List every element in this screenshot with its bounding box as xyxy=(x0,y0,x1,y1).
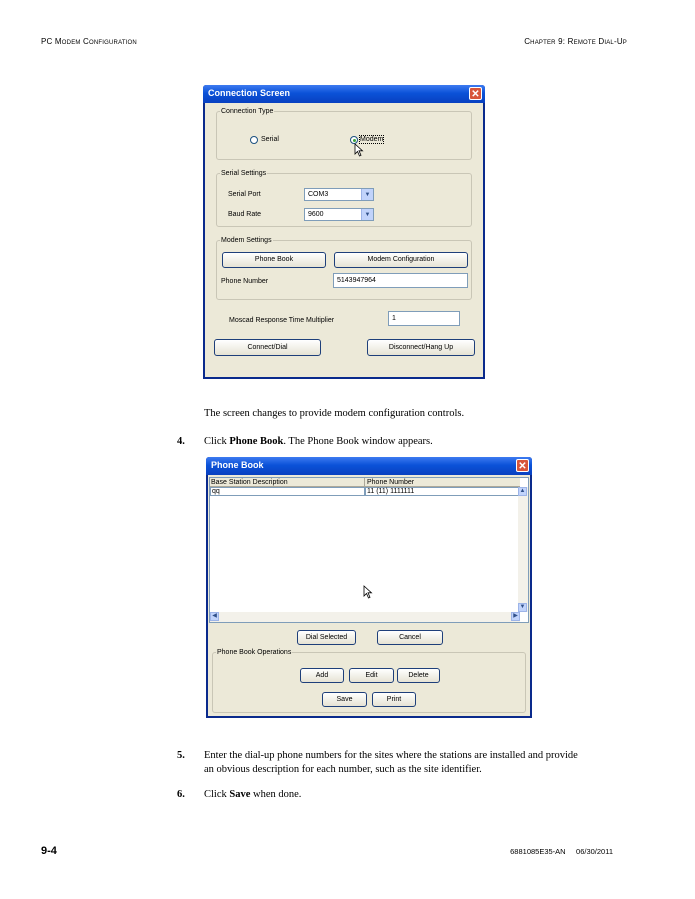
header-right: Chapter 9: Remote Dial-Up xyxy=(524,37,627,46)
phone-book-operations-legend: Phone Book Operations xyxy=(217,649,292,656)
phone-book-title: Phone Book xyxy=(211,460,264,470)
table-row[interactable] xyxy=(210,487,520,496)
serial-port-value: COM3 xyxy=(308,191,329,198)
column-header[interactable]: Phone Number xyxy=(365,478,520,487)
phone-book-client xyxy=(208,475,530,716)
connection-type-group xyxy=(216,108,472,160)
baud-rate-value: 9600 xyxy=(308,211,324,218)
chevron-down-icon[interactable]: ▼ xyxy=(519,604,526,610)
phone-book-table[interactable] xyxy=(209,477,529,623)
phone-book-titlebar xyxy=(206,457,532,475)
add-button[interactable]: Add xyxy=(300,668,344,683)
mouse-cursor-icon xyxy=(363,585,373,599)
phone-number-input[interactable] xyxy=(333,273,468,288)
chevron-down-icon[interactable]: ▼ xyxy=(361,189,373,200)
connection-type-legend: Connection Type xyxy=(221,108,274,115)
baud-rate-label: Baud Rate xyxy=(228,211,262,218)
chevron-left-icon[interactable]: ◀ xyxy=(210,612,219,621)
serial-radio[interactable] xyxy=(250,136,258,144)
step-4-prefix: Click xyxy=(204,436,230,447)
step-6-bold: Save xyxy=(229,789,251,800)
save-button[interactable]: Save xyxy=(322,692,367,707)
step-6-text xyxy=(204,789,301,800)
body-text-1: The screen changes to provide modem configuration controls. xyxy=(204,408,465,419)
phone-book-window xyxy=(206,457,532,718)
edit-button[interactable]: Edit xyxy=(349,668,394,683)
serial-settings-legend: Serial Settings xyxy=(221,170,267,177)
serial-radio-label: Serial xyxy=(261,136,279,143)
step-6-number: 6. xyxy=(177,789,185,800)
header-left: PC Modem Configuration xyxy=(41,37,137,46)
modem-configuration-button[interactable]: Modem Configuration xyxy=(334,252,468,268)
vertical-scrollbar[interactable] xyxy=(518,487,528,612)
step-6-suffix: when done. xyxy=(250,789,302,800)
table-cell[interactable]: 11 (11) 1111111 xyxy=(365,487,520,496)
footer-page-number: 9-4 xyxy=(41,845,57,857)
modem-settings-legend: Modem Settings xyxy=(221,237,272,244)
connection-screen-window xyxy=(203,85,485,379)
chevron-right-icon[interactable]: ▶ xyxy=(511,612,520,621)
chevron-down-icon[interactable]: ▼ xyxy=(361,209,373,220)
connect-dial-button[interactable]: Connect/Dial xyxy=(214,339,321,356)
baud-rate-select[interactable] xyxy=(304,208,374,221)
modem-radio-label: Modem xyxy=(360,136,384,143)
step-5-number: 5. xyxy=(177,750,185,761)
step-5-line-2: an obvious description for each number, such as the site identifier. xyxy=(204,764,482,775)
serial-port-label: Serial Port xyxy=(228,191,261,198)
close-icon[interactable]: ✕ xyxy=(516,459,529,472)
horizontal-scrollbar[interactable] xyxy=(210,612,520,622)
multiplier-input[interactable] xyxy=(388,311,460,326)
delete-button[interactable]: Delete xyxy=(397,668,440,683)
step-4-bold: Phone Book xyxy=(229,436,284,447)
phone-number-value: 5143947964 xyxy=(337,277,376,284)
phone-book-button[interactable]: Phone Book xyxy=(222,252,326,268)
close-icon[interactable]: ✕ xyxy=(469,87,482,100)
step-5-line-1: Enter the dial-up phone numbers for the sites where the stations are installed and provide xyxy=(204,750,578,761)
step-4-suffix: . The Phone Book window appears. xyxy=(283,436,433,447)
mouse-cursor-icon xyxy=(354,143,364,157)
connection-screen-client xyxy=(205,103,483,377)
phone-number-label: Phone Number xyxy=(221,278,269,285)
disconnect-hang-up-button[interactable]: Disconnect/Hang Up xyxy=(367,339,475,356)
connection-screen-title: Connection Screen xyxy=(208,88,291,98)
radio-selected-dot xyxy=(353,139,356,142)
cancel-button[interactable]: Cancel xyxy=(377,630,443,645)
multiplier-label: Moscad Response Time Multiplier xyxy=(229,317,335,324)
step-6-prefix: Click xyxy=(204,789,230,800)
dial-selected-button[interactable]: Dial Selected xyxy=(297,630,356,645)
table-cell[interactable]: qq xyxy=(210,487,365,496)
footer-doc-id: 6881085E35-AN 06/30/2011 xyxy=(510,847,613,856)
modem-settings-group xyxy=(216,237,472,300)
multiplier-value: 1 xyxy=(392,315,396,322)
connection-screen-titlebar xyxy=(203,85,485,103)
step-4-text xyxy=(204,436,433,447)
step-4-number: 4. xyxy=(177,436,185,447)
print-button[interactable]: Print xyxy=(372,692,416,707)
serial-port-select[interactable] xyxy=(304,188,374,201)
column-header[interactable]: Base Station Description xyxy=(210,478,365,487)
chevron-up-icon[interactable]: ▲ xyxy=(519,488,526,494)
